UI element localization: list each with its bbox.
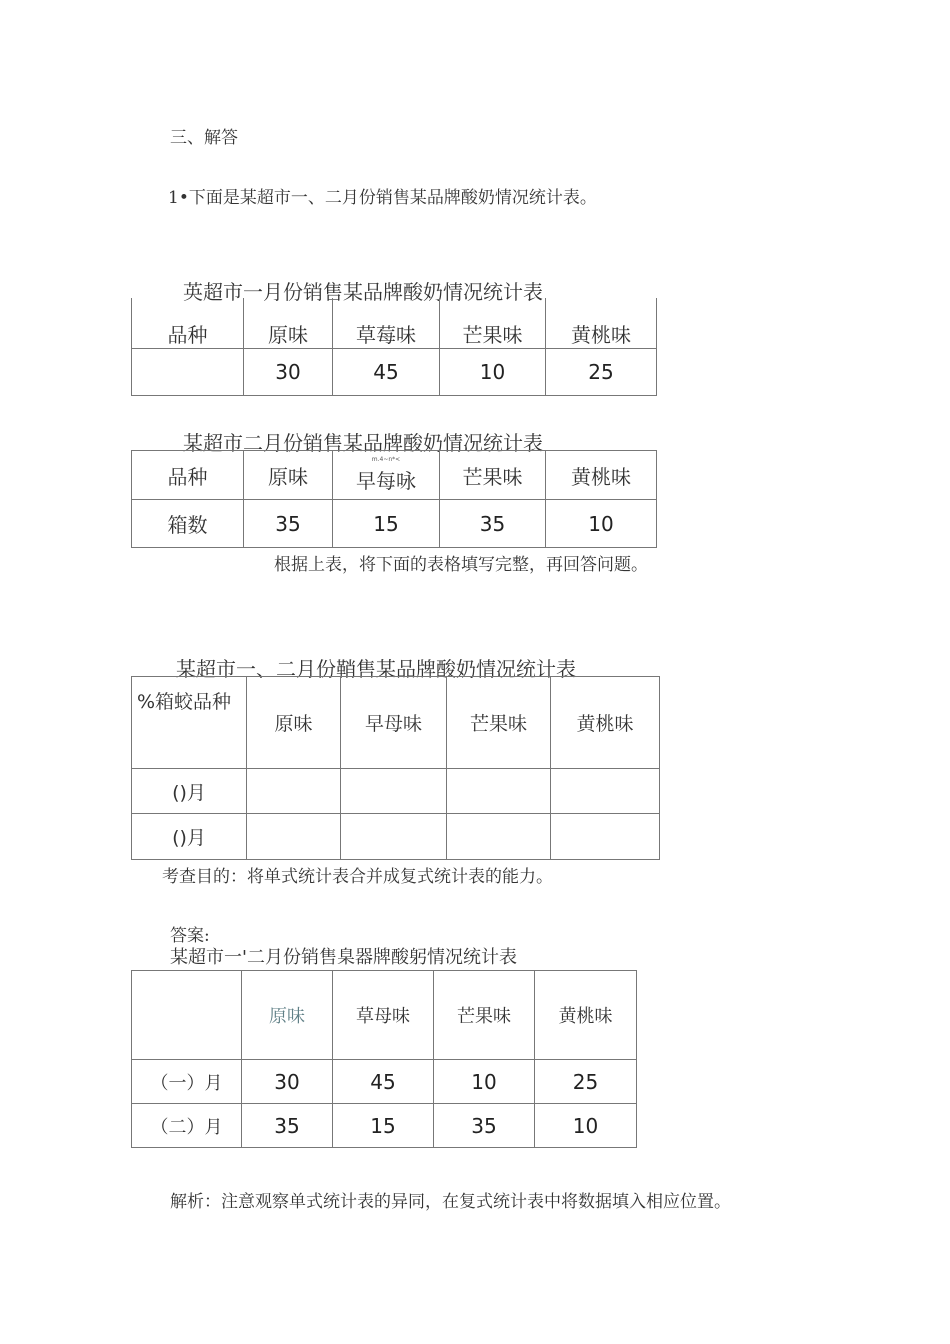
table4-row-label: （二）月 (132, 1104, 242, 1148)
table4-cell: 45 (333, 1060, 434, 1104)
table1-header-cell: 原味 (244, 298, 333, 348)
instruction-text: 根据上表，将下面的表格填写完整，再回答问题。 (274, 555, 648, 575)
analysis-text: 解析：注意观察单式统计表的异同，在复式统计表中将数据填入相应位置。 (170, 1192, 731, 1212)
table1-header-cell: 芒果味 (440, 298, 546, 348)
table3-blank-cell (341, 814, 447, 860)
table3-row-label: ()月 (132, 814, 247, 860)
table2-title: 某超市二月份销售某品牌酸奶情况统计表 (183, 431, 543, 455)
table2-header-label: 早每咏 (356, 468, 416, 493)
table3-blank-cell (447, 814, 551, 860)
table2 (131, 450, 657, 548)
table1 (131, 298, 657, 396)
table3-header-cell: 早母味 (341, 677, 447, 769)
purpose-text: 考查目的：将单式统计表合并成复式统计表的能力。 (162, 867, 553, 887)
table4-cell: 35 (242, 1104, 333, 1148)
table2-header-cell: 芒果味 (440, 451, 546, 500)
table3-header-cell: 黄桃味 (551, 677, 660, 769)
table3-header-row (132, 677, 660, 769)
table2-cell: 10 (546, 500, 657, 548)
table1-cell: 30 (244, 348, 333, 395)
table1-title: 英超市一月份销售某品牌酸奶情况统计表 (183, 280, 543, 304)
table2-header-row (132, 451, 657, 500)
table4-cell: 35 (434, 1104, 535, 1148)
table2-cell: 35 (440, 500, 546, 548)
table3-blank-cell (551, 814, 660, 860)
table3-blank-cell (247, 814, 341, 860)
table4-header-cell: 草母味 (333, 971, 434, 1060)
table3 (131, 676, 660, 860)
table2-header-cell: 品种 (132, 451, 244, 500)
table4-row-label: （一）月 (132, 1060, 242, 1104)
table4-cell: 10 (434, 1060, 535, 1104)
table3-blank-cell (341, 769, 447, 814)
table1-header-row (132, 298, 657, 348)
table1-header-cell: 草莓味 (333, 298, 440, 348)
table1-header-cell: 品种 (132, 298, 244, 348)
table3-row (132, 769, 660, 814)
answer-label: 答案: (170, 926, 210, 946)
table1-header-cell: 黄桃味 (546, 298, 657, 348)
table4-cell: 30 (242, 1060, 333, 1104)
table2-cell: 15 (333, 500, 440, 548)
table2-header-cell: 原味 (244, 451, 333, 500)
table4-header-cell: 原味 (242, 971, 333, 1060)
table1-cell (132, 348, 244, 395)
table4 (131, 970, 637, 1148)
table3-row (132, 814, 660, 860)
table3-header-cell: 芒果味 (447, 677, 551, 769)
table1-cell: 45 (333, 348, 440, 395)
question-text: 1•下面是某超市一、二月份销售某品牌酸奶情况统计表。 (168, 188, 597, 208)
table2-data-row (132, 500, 657, 548)
table4-row (132, 1060, 637, 1104)
table4-header-cell: 黄桃味 (535, 971, 637, 1060)
table4-corner-cell (132, 971, 242, 1060)
table3-blank-cell (447, 769, 551, 814)
table3-blank-cell (247, 769, 341, 814)
table1-data-row (132, 348, 657, 395)
table4-header-row (132, 971, 637, 1060)
table4-cell: 25 (535, 1060, 637, 1104)
table1-cell: 25 (546, 348, 657, 395)
table3-blank-cell (551, 769, 660, 814)
table3-row-label: ()月 (132, 769, 247, 814)
table2-cell: 箱数 (132, 500, 244, 548)
table2-header-cell: 黄桃味 (546, 451, 657, 500)
table4-row (132, 1104, 637, 1148)
table2-header-cell (333, 451, 440, 500)
section-heading: 三、解答 (170, 128, 238, 148)
table4-cell: 10 (535, 1104, 637, 1148)
table4-header-cell: 芒果味 (434, 971, 535, 1060)
table2-cell: 35 (244, 500, 333, 548)
table3-header-cell: 原味 (247, 677, 341, 769)
table3-title: 某超市一、二月份鞘售某品牌酸奶情况统计表 (176, 657, 576, 681)
table4-title: 某超市一'二月份销售臬器牌酸躬情况统计表 (170, 947, 517, 968)
table3-corner-cell: %箱蛟品种 (132, 677, 247, 769)
table1-cell: 10 (440, 348, 546, 395)
table4-cell: 15 (333, 1104, 434, 1148)
table2-small-note: m.4~n*< (371, 455, 401, 463)
